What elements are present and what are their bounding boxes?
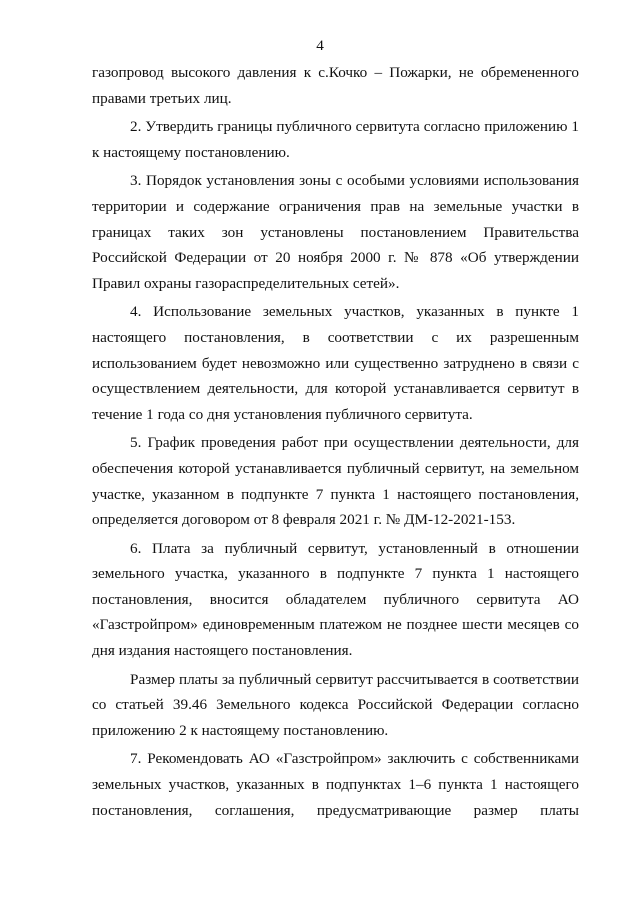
paragraph-continuation: газопровод высокого давления к с.Кочко – Пожарки, не обремененного правами третьих лиц. bbox=[92, 64, 579, 107]
paragraph-item-5: 5. График проведения работ при осуществлении деятельности, для обеспечения которой устанавливается публичный сервитут, на земельном участке, указанном в подпункте 7 пункта 1 настоящего постановления, определяется договором от 8 февраля 2021 г. № ДМ-12-2021-153. bbox=[92, 434, 579, 529]
paragraph-item-4: 4. Использование земельных участков, указанных в пункте 1 настоящего постановления, в соответствии с их разрешенным использованием будет невозможно или существенно затруднено в связи с осуществлением деятельности, для которой устанавливается сервитут в течение 1 года со дня установления публичного сервитута. bbox=[92, 303, 579, 423]
paragraph-item-3: 3. Порядок установления зоны с особыми условиями использования территории и содержание ограничения прав на земельные участки в границах таких зон установлены постановлением Правительства Российской Федерации от 20 ноября 2000 г. № 878 «Об утверждении Правил охраны газораспределительных сетей». bbox=[92, 172, 579, 292]
paragraph-item-2: 2. Утвердить границы публичного сервитута согласно приложению 1 к настоящему постановлению. bbox=[92, 118, 579, 161]
paragraph-item-7: 7. Рекомендовать АО «Газстройпром» заключить с собственниками земельных участков, указанных в подпунктах 1–6 пункта 1 настоящего постановления, соглашения, предусматривающие размер платы bbox=[92, 750, 579, 819]
paragraph-fee-size: Размер платы за публичный сервитут рассчитывается в соответствии со статьей 39.46 Земельного кодекса Российской Федерации согласно приложению 2 к настоящему постановлению. bbox=[92, 670, 579, 739]
paragraph-item-6: 6. Плата за публичный сервитут, установленный в отношении земельного участка, указанного в подпункте 7 пункта 1 настоящего постановления, вносится обладателем публичного сервитута АО «Газстройпром» единовременным платежом не позднее шести месяцев со дня издания настоящего постановления. bbox=[92, 539, 579, 660]
document-body bbox=[92, 60, 579, 823]
page-number: 4 bbox=[316, 37, 324, 54]
